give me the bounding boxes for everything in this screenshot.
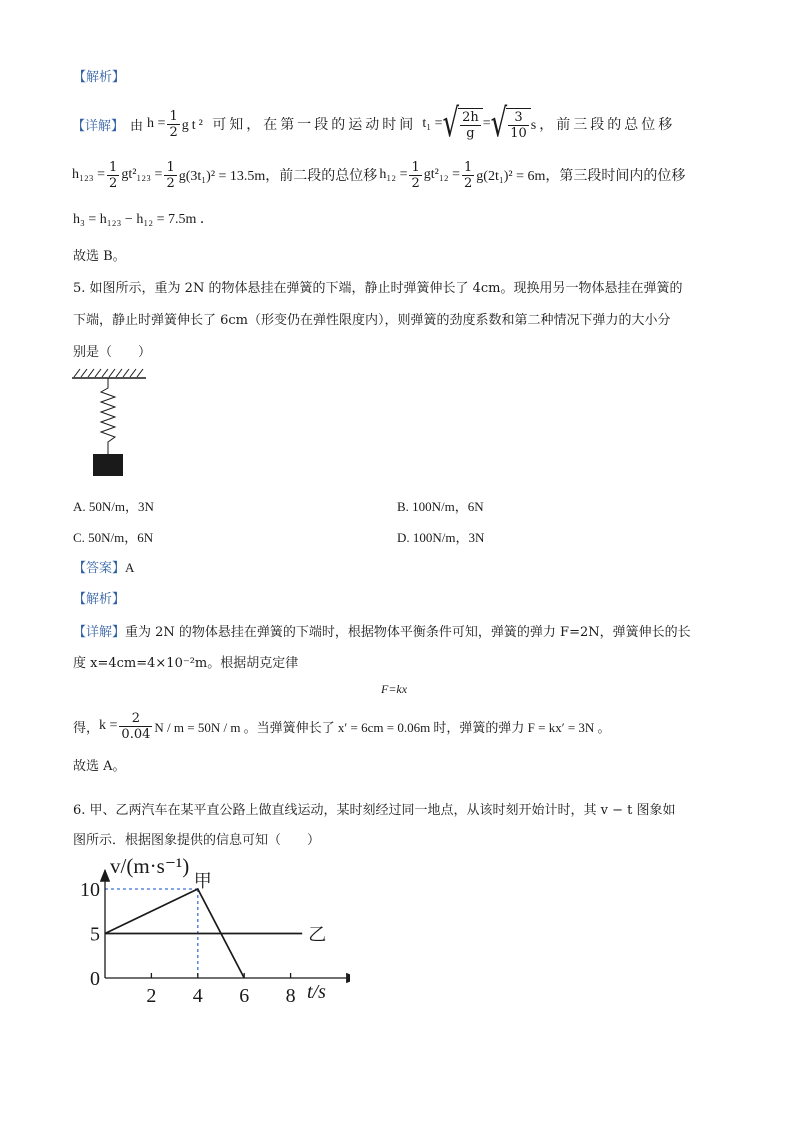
spring-diagram xyxy=(70,366,150,480)
fraction-numerator: 2h xyxy=(462,109,479,125)
fraction-numerator: 1 xyxy=(464,159,473,175)
fraction-denominator: 2 xyxy=(411,175,420,191)
q4-detail-line2 xyxy=(72,157,685,193)
y-tick-label: 5 xyxy=(90,923,100,946)
tick-labels xyxy=(80,879,296,1007)
text: N / m = 50N / m 。当弹簧伸长了 x′ = 6cm = 0.06m 时，弹簧的弹力 F = kx′ = 3N 。 xyxy=(154,719,611,735)
q5-result-line xyxy=(73,708,611,744)
text: 由 xyxy=(130,118,144,134)
equation: h₁₂ = xyxy=(379,167,408,182)
fraction-numerator: 1 xyxy=(166,159,175,175)
fraction xyxy=(462,160,474,191)
y-axis-label: v/(m·s⁻¹) xyxy=(110,854,190,878)
equation: h = xyxy=(147,116,166,131)
x-tick-label: 4 xyxy=(192,985,203,1007)
text: s，前三段的总位移 xyxy=(530,118,676,133)
series-label-2: 乙 xyxy=(308,924,327,946)
text: g(2t₁)² = 6m，第三段时间内的位移 xyxy=(476,169,686,184)
equation: h₁₂₃ = xyxy=(72,167,106,182)
equation: k = xyxy=(99,718,118,733)
analysis-tag: 【解析】 xyxy=(73,592,126,607)
option-d[interactable]: D. 100N/m，3N xyxy=(397,530,485,545)
y-tick-label: 0 xyxy=(90,968,100,990)
q4-detail-line1 xyxy=(72,101,676,147)
q5-stem-line2: 下端，静止时弹簧伸长了 6cm（形变仍在弹性限度内），则弹簧的劲度系数和第二种情况下弹力的大小分 xyxy=(73,313,671,328)
y-tick-label: 10 xyxy=(80,879,100,901)
series-label-1: 甲 xyxy=(193,871,212,892)
fraction-denominator: 0.04 xyxy=(121,726,151,742)
fraction-denominator: 2 xyxy=(166,175,175,191)
fraction-denominator: 2 xyxy=(169,124,178,140)
x-tick-label: 2 xyxy=(146,985,157,1007)
ceiling xyxy=(72,369,146,378)
spring xyxy=(101,378,115,454)
q5-detail-line2: 度 x=4cm=4×10⁻²m。根据胡克定律 xyxy=(73,656,299,671)
sqrt-expression: √ $\frac{3}{10}$ xyxy=(491,108,531,141)
fraction-denominator: g xyxy=(466,125,475,141)
fraction-denominator: 10 xyxy=(510,125,527,141)
sqrt-expression: √ $\frac{2h}{g}$ xyxy=(442,108,482,141)
option-b[interactable]: B. 100N/m，6N xyxy=(397,499,484,514)
fraction-denominator: 2 xyxy=(464,175,473,191)
analysis-tag: 【解析】 xyxy=(73,70,126,85)
q6-stem-line1: 6. 甲、乙两汽车在某平直公路上做直线运动，某时刻经过同一地点，从该时刻开始计时，其 v − t 图象如 xyxy=(73,803,676,818)
detail-tag: 【详解】 xyxy=(73,625,126,640)
x-tick-label: 8 xyxy=(285,985,296,1007)
text: 重为 2N 的物体悬挂在弹簧的下端时，根据物体平衡条件可知，弹簧的弹力 F=2N，弹簧伸长的长 xyxy=(125,625,691,640)
hanging-block xyxy=(93,454,123,476)
q4-detail-line3: h₃ = h₁₂₃ − h₁₂ = 7.5m ． xyxy=(73,212,214,227)
q5-stem-line3: 别是（ ） xyxy=(73,345,152,360)
fraction-numerator: 3 xyxy=(508,110,529,126)
text: 得， xyxy=(73,720,100,736)
answer-tag: 【答案】 xyxy=(73,561,126,576)
x-axis-label: t/s xyxy=(307,981,326,1003)
q4-conclusion: 故选 B。 xyxy=(73,249,126,264)
equation: t₁ = xyxy=(422,116,443,131)
fraction xyxy=(409,160,421,191)
fraction-numerator: 1 xyxy=(411,159,420,175)
fraction xyxy=(119,711,152,742)
equation: gt²₁₂ = xyxy=(423,167,461,182)
fraction xyxy=(107,160,119,191)
text: gt² 可知，在第一段的运动时间 xyxy=(181,118,417,133)
velocity-time-chart xyxy=(70,850,350,1010)
option-c[interactable]: C. 50N/m，6N xyxy=(73,530,154,545)
fraction-denominator: 2 xyxy=(109,175,118,191)
answer-value: A xyxy=(125,560,135,575)
q5-detail-line1 xyxy=(73,621,691,640)
detail-tag: 【详解】 xyxy=(72,118,125,134)
tick-marks xyxy=(151,973,290,978)
fraction xyxy=(164,160,176,191)
equals: = xyxy=(482,116,491,131)
fraction xyxy=(167,109,179,140)
q5-conclusion: 故选 A。 xyxy=(73,759,126,774)
text: g(3t₁)² = 13.5m，前二段的总位移 xyxy=(178,169,378,184)
fraction-numerator: 1 xyxy=(169,108,178,124)
x-tick-label: 6 xyxy=(239,985,250,1007)
q5-answer-line xyxy=(73,557,134,576)
equation: gt²₁₂₃ = xyxy=(121,167,163,182)
q5-stem-line1: 5. 如图所示，重为 2N 的物体悬挂在弹簧的下端，静止时弹簧伸长了 4cm。现换用另一物体悬挂在弹簧的 xyxy=(73,281,683,296)
option-a[interactable]: A. 50N/m，3N xyxy=(73,499,154,514)
hooke-law-formula: F=kx xyxy=(381,682,408,696)
q6-stem-line2: 图所示．根据图象提供的信息可知（ ） xyxy=(73,833,321,848)
series-lines xyxy=(105,871,326,978)
fraction-numerator: 2 xyxy=(119,711,152,727)
fraction-numerator: 1 xyxy=(109,159,118,175)
